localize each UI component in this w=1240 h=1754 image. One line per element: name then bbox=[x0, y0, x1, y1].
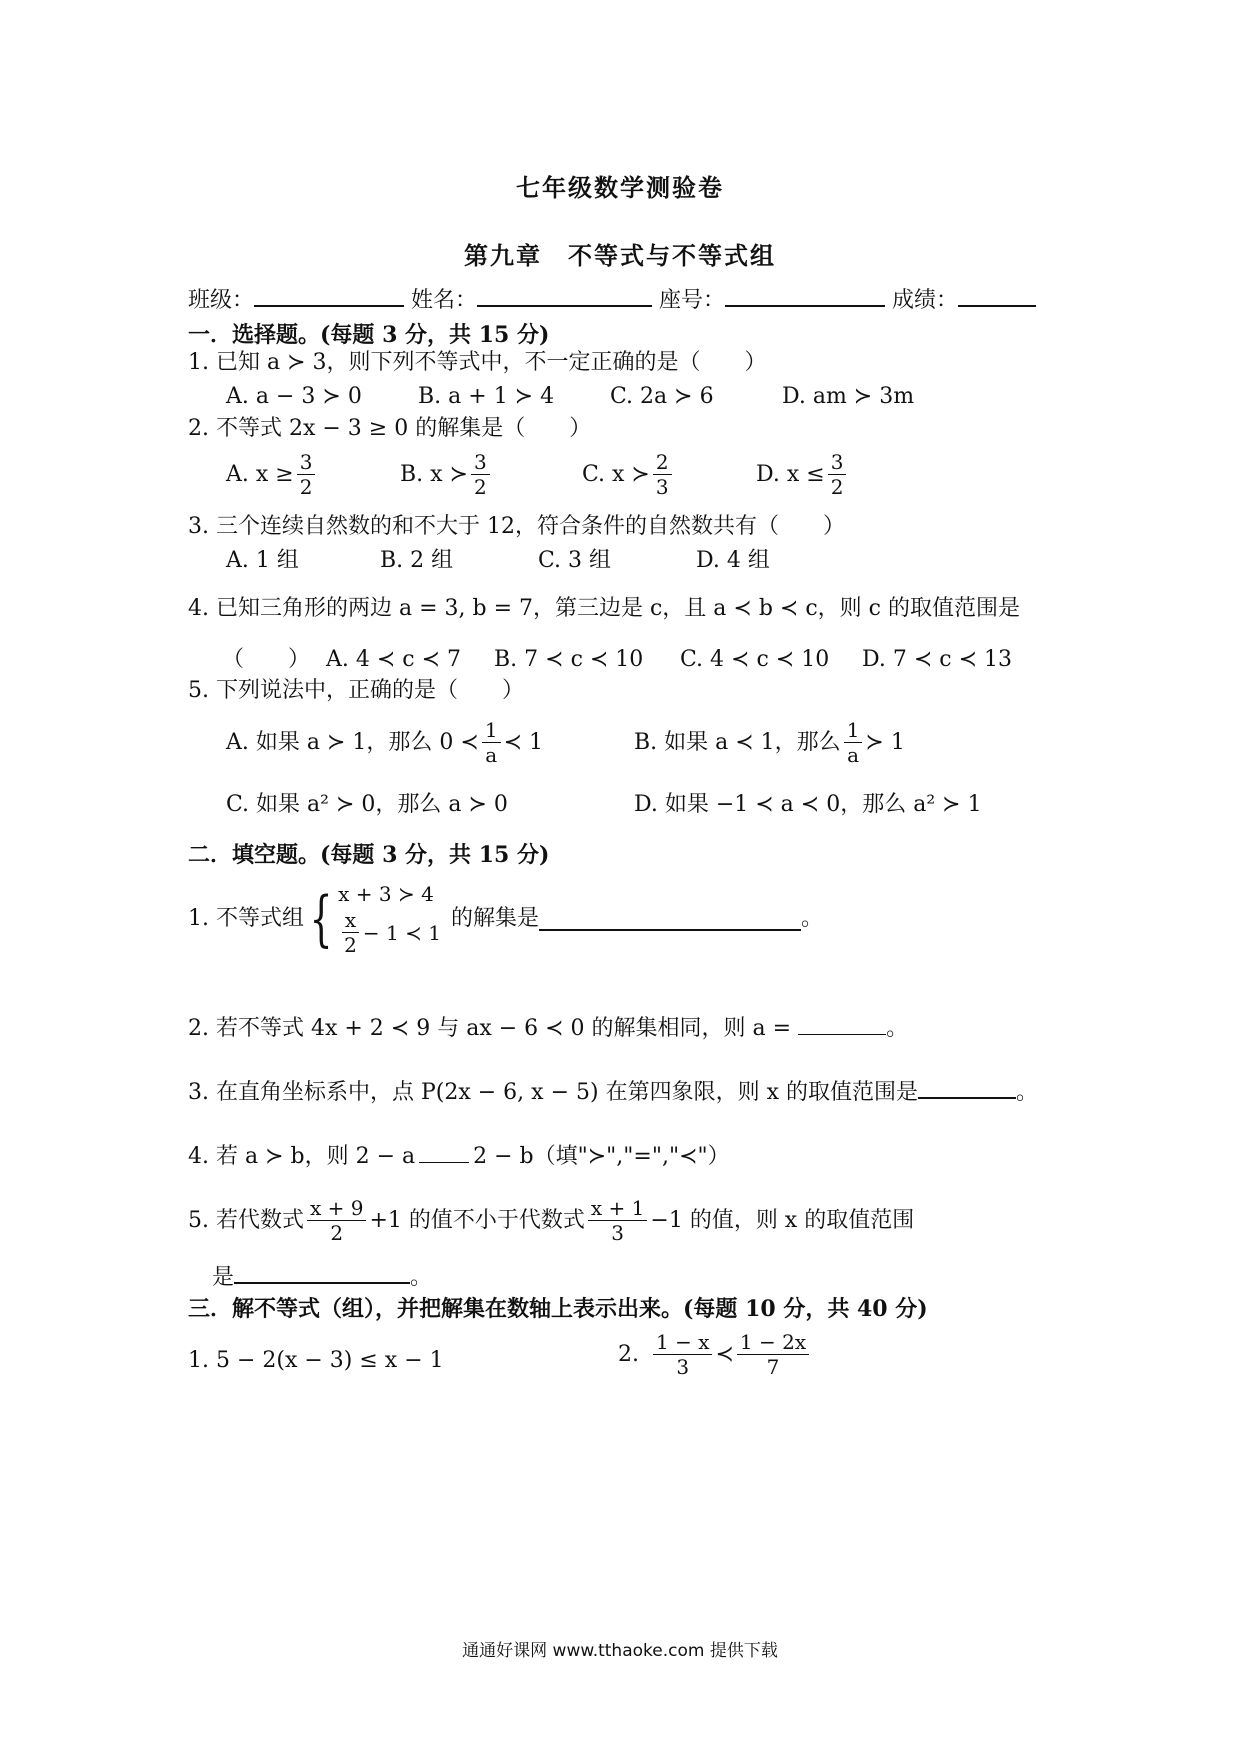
q3-option-a: A. 1 组 bbox=[226, 548, 299, 573]
footer-text: 通通好课网 www.tthaoke.com 提供下载 bbox=[462, 1641, 778, 1661]
q4-option-b: B. 7 ≺ c ≺ 10 bbox=[494, 647, 644, 672]
q4-stem: 4. 已知三角形的两边 a = 3, b = 7，第三边是 c，且 a ≺ b ≺ c，则 c 的取值范围是 bbox=[188, 596, 1020, 621]
fraction: $\frac{x}{2}$ bbox=[341, 908, 360, 957]
q5-option-a: A. 如果 a ≻ 1，那么 0 ≺ $\frac{1}{a}$ ≺ 1 bbox=[226, 718, 543, 767]
q3-option-c: C. 3 组 bbox=[538, 548, 612, 573]
q5-option-c: C. 如果 a² ≻ 0，那么 a ≻ 0 bbox=[226, 792, 508, 817]
q3-stem: 3. 三个连续自然数的和不大于 12，符合条件的自然数共有（ ） bbox=[188, 514, 845, 539]
name-blank[interactable] bbox=[477, 283, 652, 307]
fraction: $\frac{1}{a}$ bbox=[482, 718, 501, 767]
q1-option-b: B. a + 1 ≻ 4 bbox=[418, 384, 555, 409]
q4-option-d: D. 7 ≺ c ≺ 13 bbox=[862, 647, 1012, 672]
q4-option-c: C. 4 ≺ c ≺ 10 bbox=[680, 647, 830, 672]
fill-q2: 2. 若不等式 4x + 2 ≺ 9 与 ax − 6 ≺ 0 的解集相同，则 a = 。 bbox=[188, 1012, 908, 1044]
fill-q4: 4. 若 a ≻ b，则 2 − a 2 − b（填"≻","=","≺"） bbox=[188, 1140, 730, 1172]
seat-label: 座号： bbox=[659, 288, 726, 313]
name-label: 姓名： bbox=[411, 288, 478, 313]
brace-icon: { bbox=[309, 883, 333, 954]
fill-q4-blank[interactable] bbox=[419, 1140, 469, 1163]
fraction: $\frac{1 - x}{3}$ bbox=[653, 1330, 712, 1379]
fraction: $\frac{3}{2}$ bbox=[828, 450, 847, 499]
fraction: $\frac{3}{2}$ bbox=[471, 450, 490, 499]
q5-stem: 5. 下列说法中，正确的是（ ） bbox=[188, 678, 524, 703]
fraction: $\frac{1}{a}$ bbox=[844, 718, 863, 767]
q1-option-c: C. 2a ≻ 6 bbox=[610, 384, 714, 409]
fraction: $\frac{x + 9}{2}$ bbox=[307, 1196, 366, 1245]
fill-q2-blank[interactable] bbox=[798, 1012, 886, 1035]
section3-heading: 三．解不等式（组），并把解集在数轴上表示出来。(每题 10 分，共 40 分) bbox=[188, 1296, 928, 1322]
class-blank[interactable] bbox=[254, 283, 404, 307]
q5-option-b: B. 如果 a ≺ 1，那么 $\frac{1}{a}$ ≻ 1 bbox=[634, 718, 905, 767]
fraction: $\frac{3}{2}$ bbox=[297, 450, 316, 499]
score-blank[interactable] bbox=[958, 283, 1036, 307]
q4-option-a: A. 4 ≺ c ≺ 7 bbox=[326, 647, 462, 672]
fraction: $\frac{2}{3}$ bbox=[653, 450, 672, 499]
chapter-title: 第九章 不等式与不等式组 bbox=[464, 241, 776, 270]
q2-option-b: B. x ≻ $\frac{3}{2}$ bbox=[400, 450, 493, 499]
q1-option-d: D. am ≻ 3m bbox=[782, 384, 915, 409]
q5-option-d: D. 如果 −1 ≺ a ≺ 0，那么 a² ≻ 1 bbox=[634, 792, 982, 817]
q3-option-b: B. 2 组 bbox=[380, 548, 454, 573]
q1-option-a: A. a − 3 ≻ 0 bbox=[226, 384, 362, 409]
student-info-row bbox=[188, 283, 1036, 316]
fill-q5: 5. 若代数式 $\frac{x + 9}{2}$ +1 的值不小于代数式 $\frac{x + 1}{3}$ −1 的值，则 x 的取值范围 bbox=[188, 1196, 915, 1245]
q2-stem: 2. 不等式 2x − 3 ≥ 0 的解集是（ ） bbox=[188, 416, 592, 441]
fill-q1-blank[interactable] bbox=[539, 907, 801, 931]
seat-blank[interactable] bbox=[725, 283, 885, 307]
score-label: 成绩： bbox=[892, 288, 959, 313]
q2-option-c: C. x ≻ $\frac{2}{3}$ bbox=[582, 450, 675, 499]
fill-q3-blank[interactable] bbox=[918, 1075, 1016, 1099]
q1-stem: 1. 已知 a ≻ 3，则下列不等式中，不一定正确的是（ ） bbox=[188, 350, 767, 375]
fraction: $\frac{1 - 2x}{7}$ bbox=[737, 1330, 809, 1379]
fill-q5-blank[interactable] bbox=[234, 1260, 410, 1284]
fill-q5-line2: 是 。 bbox=[212, 1260, 432, 1293]
class-label: 班级： bbox=[188, 288, 255, 313]
solve-q2: 2. $\frac{1 - x}{3}$ ≺ $\frac{1 - 2x}{7}$ bbox=[618, 1330, 812, 1379]
fraction: $\frac{x + 1}{3}$ bbox=[588, 1196, 647, 1245]
section1-heading: 一．选择题。(每题 3 分，共 15 分) bbox=[188, 322, 550, 348]
q3-option-d: D. 4 组 bbox=[696, 548, 770, 573]
q2-option-d: D. x ≤ $\frac{3}{2}$ bbox=[756, 450, 849, 499]
fill-q3: 3. 在直角坐标系中，点 P(2x − 6, x − 5) 在第四象限，则 x 的取值范围是 。 bbox=[188, 1075, 1038, 1108]
page-title: 七年级数学测验卷 bbox=[516, 173, 724, 202]
fill-q1: 1. 不等式组 { x + 3 ≻ 4 $\frac{x}{2}$ − 1 ≺ 1 的解集是 。 bbox=[188, 882, 823, 957]
q4-paren: （ ） bbox=[222, 647, 311, 672]
section2-heading: 二．填空题。(每题 3 分，共 15 分) bbox=[188, 842, 550, 868]
q2-option-a: A. x ≥ $\frac{3}{2}$ bbox=[226, 450, 318, 499]
solve-q1: 1. 5 − 2(x − 3) ≤ x − 1 bbox=[188, 1348, 444, 1373]
inequality-system: { x + 3 ≻ 4 $\frac{x}{2}$ − 1 ≺ 1 bbox=[309, 882, 441, 957]
